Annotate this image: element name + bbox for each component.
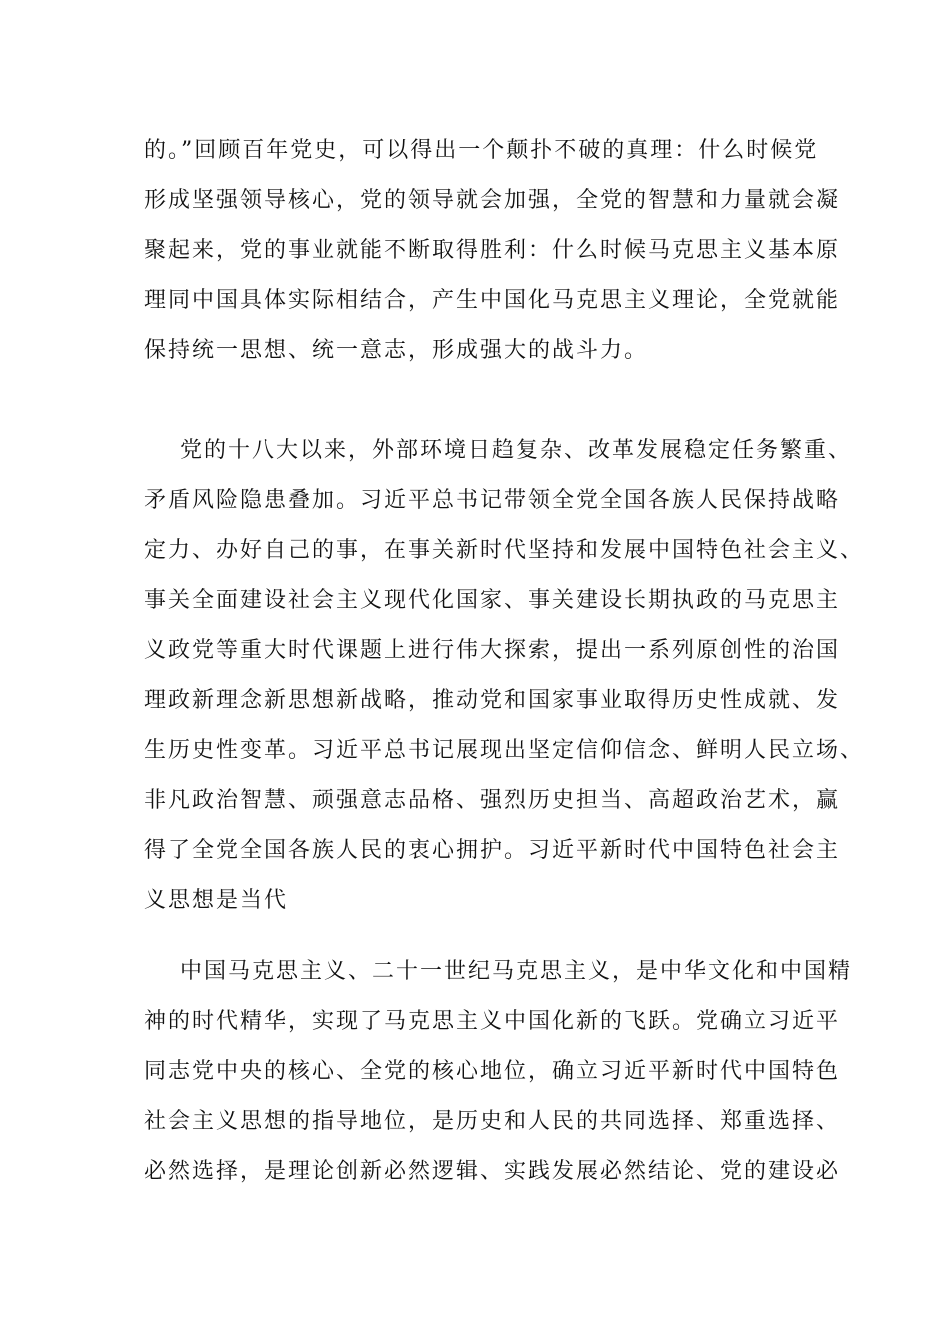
text-line: 事关全面建设社会主义现代化国家、事关建设长期执政的马克思主	[144, 588, 841, 613]
text-line: 理同中国具体实际相结合，产生中国化马克思主义理论，全党就能	[144, 288, 841, 313]
text-line: 定力、办好自己的事，在事关新时代坚持和发展中国特色社会主义、	[144, 538, 865, 563]
text-line: 义思想是当代	[144, 888, 289, 913]
text-line: 必然选择，是理论创新必然逻辑、实践发展必然结论、党的建设必	[144, 1159, 841, 1184]
text-line: 义政党等重大时代课题上进行伟大探索，提出一系列原创性的治国	[144, 638, 841, 663]
paragraph-3	[144, 947, 853, 1197]
text-line: 保持统一思想、统一意志，形成强大的战斗力。	[144, 338, 649, 363]
text-line: 生历史性变革。习近平总书记展现出坚定信仰信念、鲜明人民立场、	[144, 738, 865, 763]
text-line: 形成坚强领导核心，党的领导就会加强，全党的智慧和力量就会凝	[144, 188, 841, 213]
paragraph-1	[144, 126, 841, 376]
text-line: 的。”回顾百年党史，可以得出一个颠扑不破的真理：什么时候党	[144, 138, 819, 163]
text-line: 中国马克思主义、二十一世纪马克思主义，是中华文化和中国精	[180, 959, 853, 984]
text-line: 非凡政治智慧、顽强意志品格、强烈历史担当、高超政治艺术，赢	[144, 788, 841, 813]
text-line: 得了全党全国各族人民的衷心拥护。习近平新时代中国特色社会主	[144, 838, 841, 863]
text-line: 同志党中央的核心、全党的核心地位，确立习近平新时代中国特色	[144, 1059, 841, 1084]
text-line: 社会主义思想的指导地位，是历史和人民的共同选择、郑重选择、	[144, 1109, 841, 1134]
text-line: 神的时代精华，实现了马克思主义中国化新的飞跃。党确立习近平	[144, 1009, 841, 1034]
text-line: 党的十八大以来，外部环境日趋复杂、改革发展稳定任务繁重、	[180, 438, 853, 463]
text-line: 理政新理念新思想新战略，推动党和国家事业取得历史性成就、发	[144, 688, 841, 713]
paragraph-2	[144, 426, 865, 926]
text-line: 矛盾风险隐患叠加。习近平总书记带领全党全国各族人民保持战略	[144, 488, 841, 513]
text-line: 聚起来，党的事业就能不断取得胜利：什么时候马克思主义基本原	[144, 238, 841, 263]
